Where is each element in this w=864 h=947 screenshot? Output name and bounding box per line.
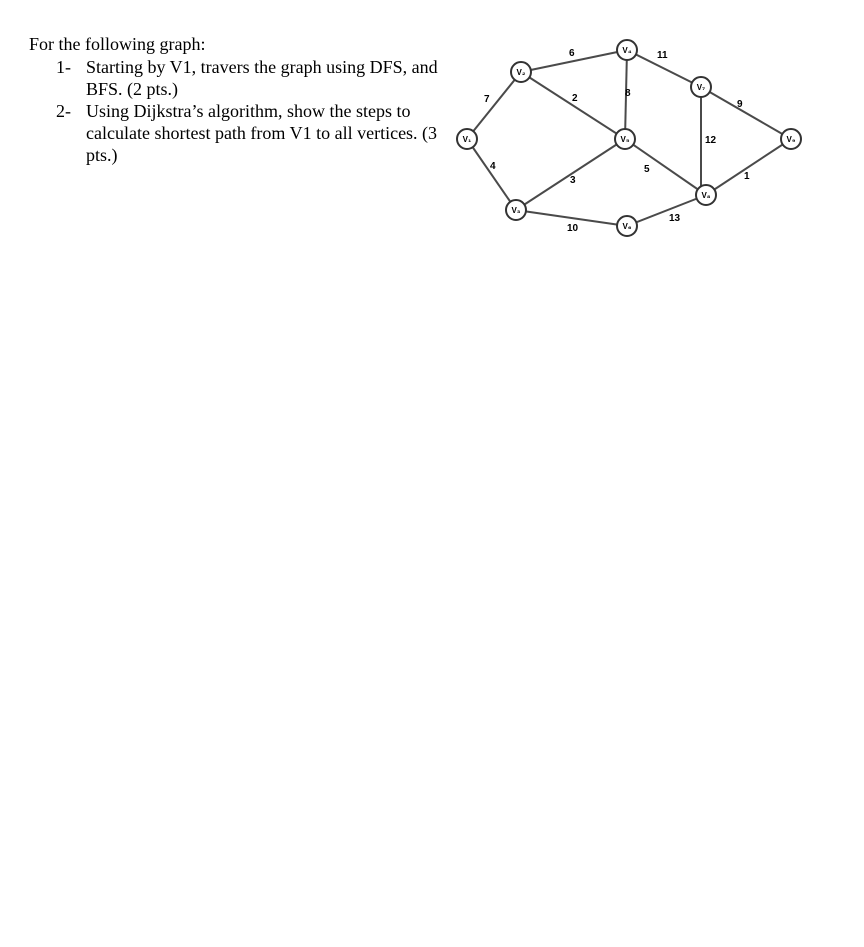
weight-label-v8-v9: 1 [744,171,750,182]
weight-label-v3-v5: 3 [570,175,576,186]
weight-label-v5-v8: 5 [644,164,650,175]
vertex-v3 [506,200,526,220]
weight-label-v1-v2: 7 [484,94,490,105]
edge-v6-v8 [627,195,706,226]
edge-v5-v8 [625,139,706,195]
vertex-label: V₁ [462,135,472,144]
edge-v7-v9 [701,87,791,139]
vertex-label: V₈ [701,191,711,200]
weighted-graph-diagram [450,35,810,245]
vertex-label: V₉ [786,135,796,144]
vertex-v7 [691,77,711,97]
vertex-v8 [696,185,716,205]
weight-label-v4-v5: 8 [625,88,631,99]
weight-label-v1-v3: 4 [490,161,496,172]
vertex-label: V₅ [620,135,630,144]
question-intro: For the following graph: [29,34,206,54]
question-item-text: Starting by V1, travers the graph using DFS, and BFS. (2 pts.) [86,57,438,99]
vertex-label: V₃ [511,206,521,215]
vertex-label: V₆ [622,222,632,231]
question-item-2 [29,100,449,166]
edge-v8-v9 [706,139,791,195]
vertex-v1 [457,129,477,149]
vertex-label: V₄ [622,46,632,55]
vertex-v9 [781,129,801,149]
vertex-v4 [617,40,637,60]
vertex-label: V₂ [516,68,526,77]
weight-label-v4-v7: 11 [657,50,668,61]
edge-v2-v5 [521,72,625,139]
weight-label-v2-v4: 6 [569,48,575,59]
vertex-v2 [511,62,531,82]
question-item-text: Using Dijkstra’s algorithm, show the steps to calculate shortest path from V1 to all vertices. (3 pts.) [86,101,438,165]
question-item-number: 1- [56,57,71,77]
edge-v1-v2 [467,72,521,139]
vertex-v6 [617,216,637,236]
weight-label-v7-v9: 9 [737,99,743,110]
question-item-1 [29,56,449,100]
weight-label-v6-v8: 13 [669,213,681,224]
edge-v1-v3 [467,139,516,210]
weight-label-v3-v6: 10 [567,223,579,234]
vertex-v5 [615,129,635,149]
weight-label-v7-v8: 12 [705,135,717,146]
question-block [29,33,449,166]
weight-label-v2-v5: 2 [572,93,578,104]
vertex-label: V₇ [696,83,706,92]
question-item-number: 2- [56,101,71,121]
